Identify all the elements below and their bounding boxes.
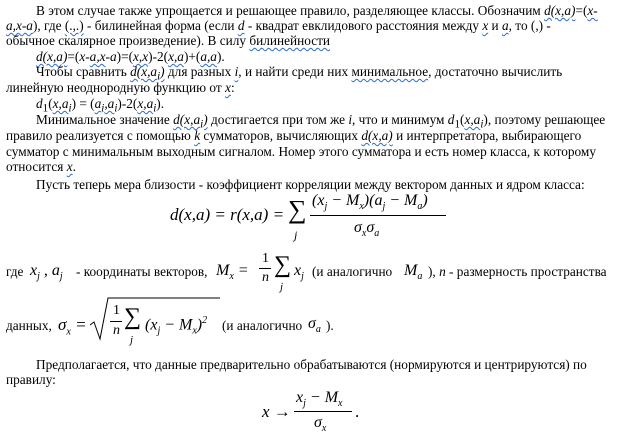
sum-index: j (280, 281, 284, 293)
formula2-end: . (355, 402, 360, 421)
text-line-11: относится x. (6, 159, 76, 174)
text-line-3: обычное скалярное произведение). В силу билинейности (6, 33, 331, 48)
fraction-bar (110, 321, 122, 322)
sum-index: j (130, 334, 134, 346)
frac-n: n (262, 270, 269, 285)
fraction-bar (294, 411, 352, 412)
text-line-4: d(x,a)=(x-a,x-a)=(x,x)-2(x,a)+(a,a). (36, 49, 225, 64)
data-prefix: данных, (6, 318, 52, 333)
frac-one: 1 (262, 251, 269, 266)
formula2-denominator: $\sigma_x$ (314, 414, 327, 435)
where-mid: - координаты векторов, (76, 264, 208, 279)
text-line-2: a,x-a), где (.,.) - билинейная форма (если d - квадрат евклидового расстояния между x и a, то (,) - (6, 18, 551, 33)
formula1-denominator: $\sigma_x\sigma_a$ (354, 219, 380, 240)
sum-index: j (294, 228, 298, 242)
text-line-7: $d_1(x,a_i) = (a_i,a_i)-2(x,a_i)$. (36, 96, 165, 115)
sigma-lhs: $\sigma_x$ = (58, 315, 87, 338)
variance-body: $(x_j - M_x)^2$ (145, 315, 208, 337)
formula2-lhs: x → (262, 402, 291, 421)
sum-symbol: ∑ (274, 252, 292, 278)
frac-one: 1 (113, 303, 120, 318)
text-line-10: сумматор с минимальным выходным сигналом. Номер этого сумматора и есть номер класса, к которому (6, 144, 596, 159)
where-prefix: где (6, 264, 24, 279)
xj-term: $x_j$ (294, 262, 304, 283)
text-line-9: правило реализуется с помощью k сумматоров, вычисляющих d(x,a) и интерпретатора, выбирающего (6, 128, 582, 143)
text-line-5: Чтобы сравнить $d(x,a_i)$ для разных i, и найти среди них минимальное, достаточно вычислить (36, 64, 563, 83)
where-vars: $x_j$ , $a_j$ (30, 262, 63, 283)
data-analog: (и аналогично (222, 318, 303, 333)
where-tail: ), n - размерность пространства (428, 264, 607, 279)
formula1-lhs: d(x,a) = r(x,a) = (170, 205, 285, 224)
ma-term: $M_a$ (404, 262, 423, 283)
frac-n: n (113, 323, 120, 338)
formula2-numerator: $x_j - M_x$ (296, 389, 343, 410)
sum-symbol: ∑ (124, 304, 142, 330)
text-line-12: Пусть теперь мера близости - коэффициент корреляции между вектором данных и ядром класса: (36, 177, 585, 192)
text-line-8: Минимальное значение $d(x,a_i)$ достигается при том же i, что и минимум $d_1(x,a_i)$, поэтому решающее (36, 112, 606, 131)
text-line-1: В этом случае также упрощается и решающее правило, разделяющее классы. Обозначим d(x,a)=(x- (36, 3, 598, 18)
fraction-bar (310, 215, 446, 216)
fraction-bar (259, 268, 271, 269)
where-analog: (и аналогично (312, 264, 393, 279)
text-line-14: правилу: (6, 372, 56, 387)
data-tail: ). (326, 318, 334, 333)
text-line-6: линейную неоднородную функцию от x: (6, 80, 235, 95)
sum-symbol: ∑ (288, 195, 307, 224)
text-line-13: Предполагается, что данные предварительно обрабатываются (нормируются и центрируются) по (36, 357, 587, 372)
mx-lhs: $M_x$ = (216, 262, 249, 283)
formula1-numerator: $(x_j - M_x)(a_j - M_a)$ (312, 192, 428, 213)
sa-term: $\sigma_a$ (308, 315, 321, 336)
